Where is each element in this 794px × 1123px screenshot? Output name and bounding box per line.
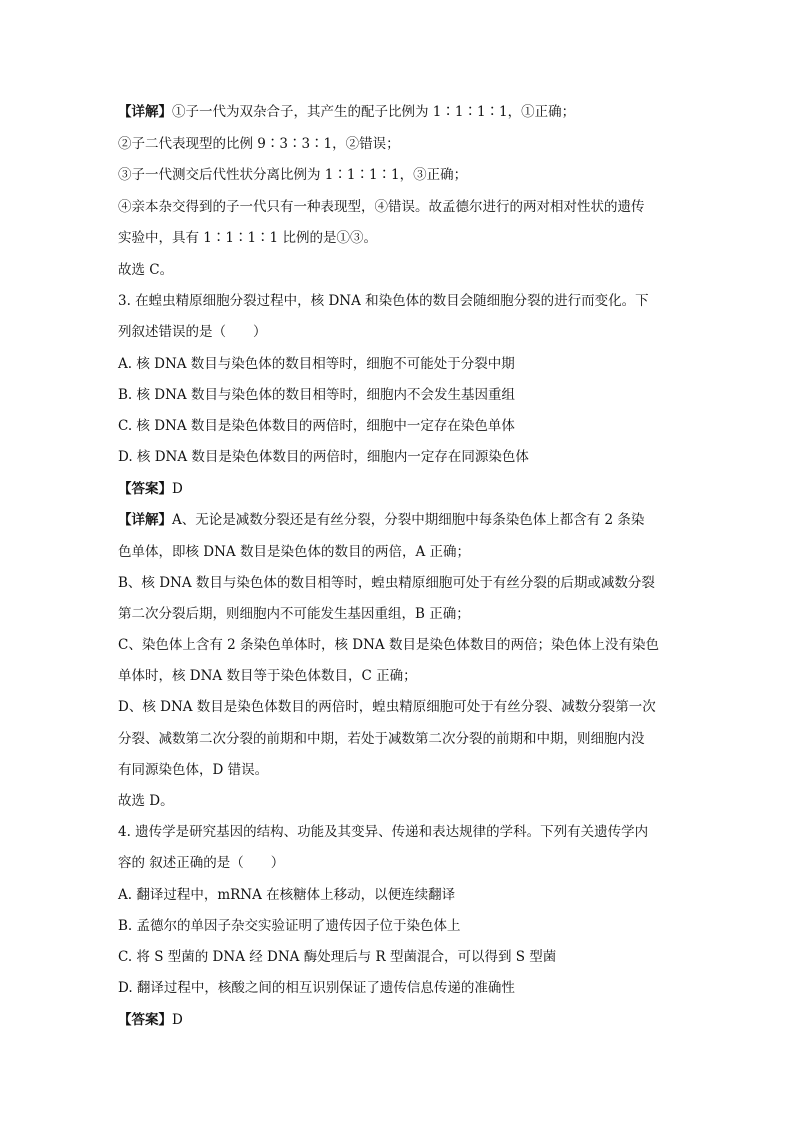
answer-value: D [172,481,183,497]
option-d [118,447,688,467]
question-stem [118,853,688,873]
text: A. 核 DNA 数目与染色体的数目相等时，细胞不可能处于分裂中期 [118,356,515,372]
text: C. 将 S 型菌的 DNA 经 DNA 酶处理后与 R 型菌混合，可以得到 S 型菌 [118,949,557,965]
detail-line [118,197,688,217]
text: ④亲本杂交得到的子一代只有一种表现型，④错误。故孟德尔进行的两对相对性状的遗传 [118,199,645,215]
text: 3. 在蝗虫精原细胞分裂过程中，核 DNA 和染色体的数目会随细胞分裂的进行而变化。下 [118,293,649,309]
text: ③子一代测交后代性状分离比例为 1∶1∶1∶1，③正确； [118,167,468,183]
option-d [118,978,688,998]
detail-line [118,760,688,780]
text: 实验中，具有 1∶1∶1∶1 比例的是①③。 [118,230,377,246]
text: 单体时，核 DNA 数目等于染色体数目，C 正确； [118,668,417,684]
detail-line [118,228,688,248]
text: 分裂、减数第二次分裂的前期和中期，若处于减数第二次分裂的前期和中期，则细胞内没 [118,731,645,747]
text: 有同源染色体，D 错误。 [118,762,269,778]
text: B、核 DNA 数目与染色体的数目相等时，蝗虫精原细胞可处于有丝分裂的后期或减数分裂 [118,575,655,591]
detail-line [118,542,688,562]
detail-line [118,697,688,717]
detail-line [118,666,688,686]
question-stem [118,322,688,342]
text: B. 核 DNA 数目与染色体的数目相等时，细胞内不会发生基因重组 [118,387,515,403]
detail-line [118,604,688,624]
text: D. 翻译过程中，核酸之间的相互识别保证了遗传信息传递的准确性 [118,980,515,996]
detail-line [118,134,688,154]
answer-line [118,1010,688,1030]
text: 列叙述错误的是（ ） [118,324,267,340]
detail-label: 【详解】 [118,104,172,120]
question-stem [118,291,688,311]
text: 色单体，即核 DNA 数目是染色体的数目的两倍，A 正确； [118,544,471,560]
text: C. 核 DNA 数目是染色体数目的两倍时，细胞中一定存在染色单体 [118,418,515,434]
conclusion-line [118,791,688,811]
conclusion-line [118,260,688,280]
option-a [118,885,688,905]
text: 故选 C。 [118,262,174,278]
text: D. 核 DNA 数目是染色体数目的两倍时，细胞内一定存在同源染色体 [118,449,529,465]
detail-line [118,573,688,593]
detail-line [118,165,688,185]
text: ①子一代为双杂合子，其产生的配子比例为 1∶1∶1∶1，①正确； [172,104,576,120]
option-c [118,416,688,436]
detail-line [118,729,688,749]
text: 容的 叙述正确的是（ ） [118,855,285,871]
text: ②子二代表现型的比例 9∶3∶3∶1，②错误； [118,136,400,152]
text: A、无论是减数分裂还是有丝分裂，分裂中期细胞中每条染色体上都含有 2 条染 [172,512,645,528]
text: 第二次分裂后期，则细胞内不可能发生基因重组，B 正确； [118,606,470,622]
detail-line [118,510,688,530]
answer-value: D [172,1012,183,1028]
text: B. 孟德尔的单因子杂交实验证明了遗传因子位于染色体上 [118,918,461,934]
detail-line [118,635,688,655]
text: D、核 DNA 数目是染色体数目的两倍时，蝗虫精原细胞可处于有丝分裂、减数分裂第一次 [118,699,656,715]
text: 4. 遗传学是研究基因的结构、功能及其变异、传递和表达规律的学科。下列有关遗传学内 [118,824,649,840]
option-a [118,354,688,374]
text: A. 翻译过程中，mRNA 在核糖体上移动，以便连续翻译 [118,887,456,903]
option-b [118,916,688,936]
detail-line [118,102,688,122]
detail-label: 【详解】 [118,512,172,528]
option-b [118,385,688,405]
option-c [118,947,688,967]
answer-label: 【答案】 [118,1012,172,1028]
question-stem [118,822,688,842]
answer-line [118,479,688,499]
text: C、染色体上含有 2 条染色单体时，核 DNA 数目是染色体数目的两倍；染色体上没有染色 [118,637,659,653]
answer-label: 【答案】 [118,481,172,497]
text: 故选 D。 [118,793,174,809]
